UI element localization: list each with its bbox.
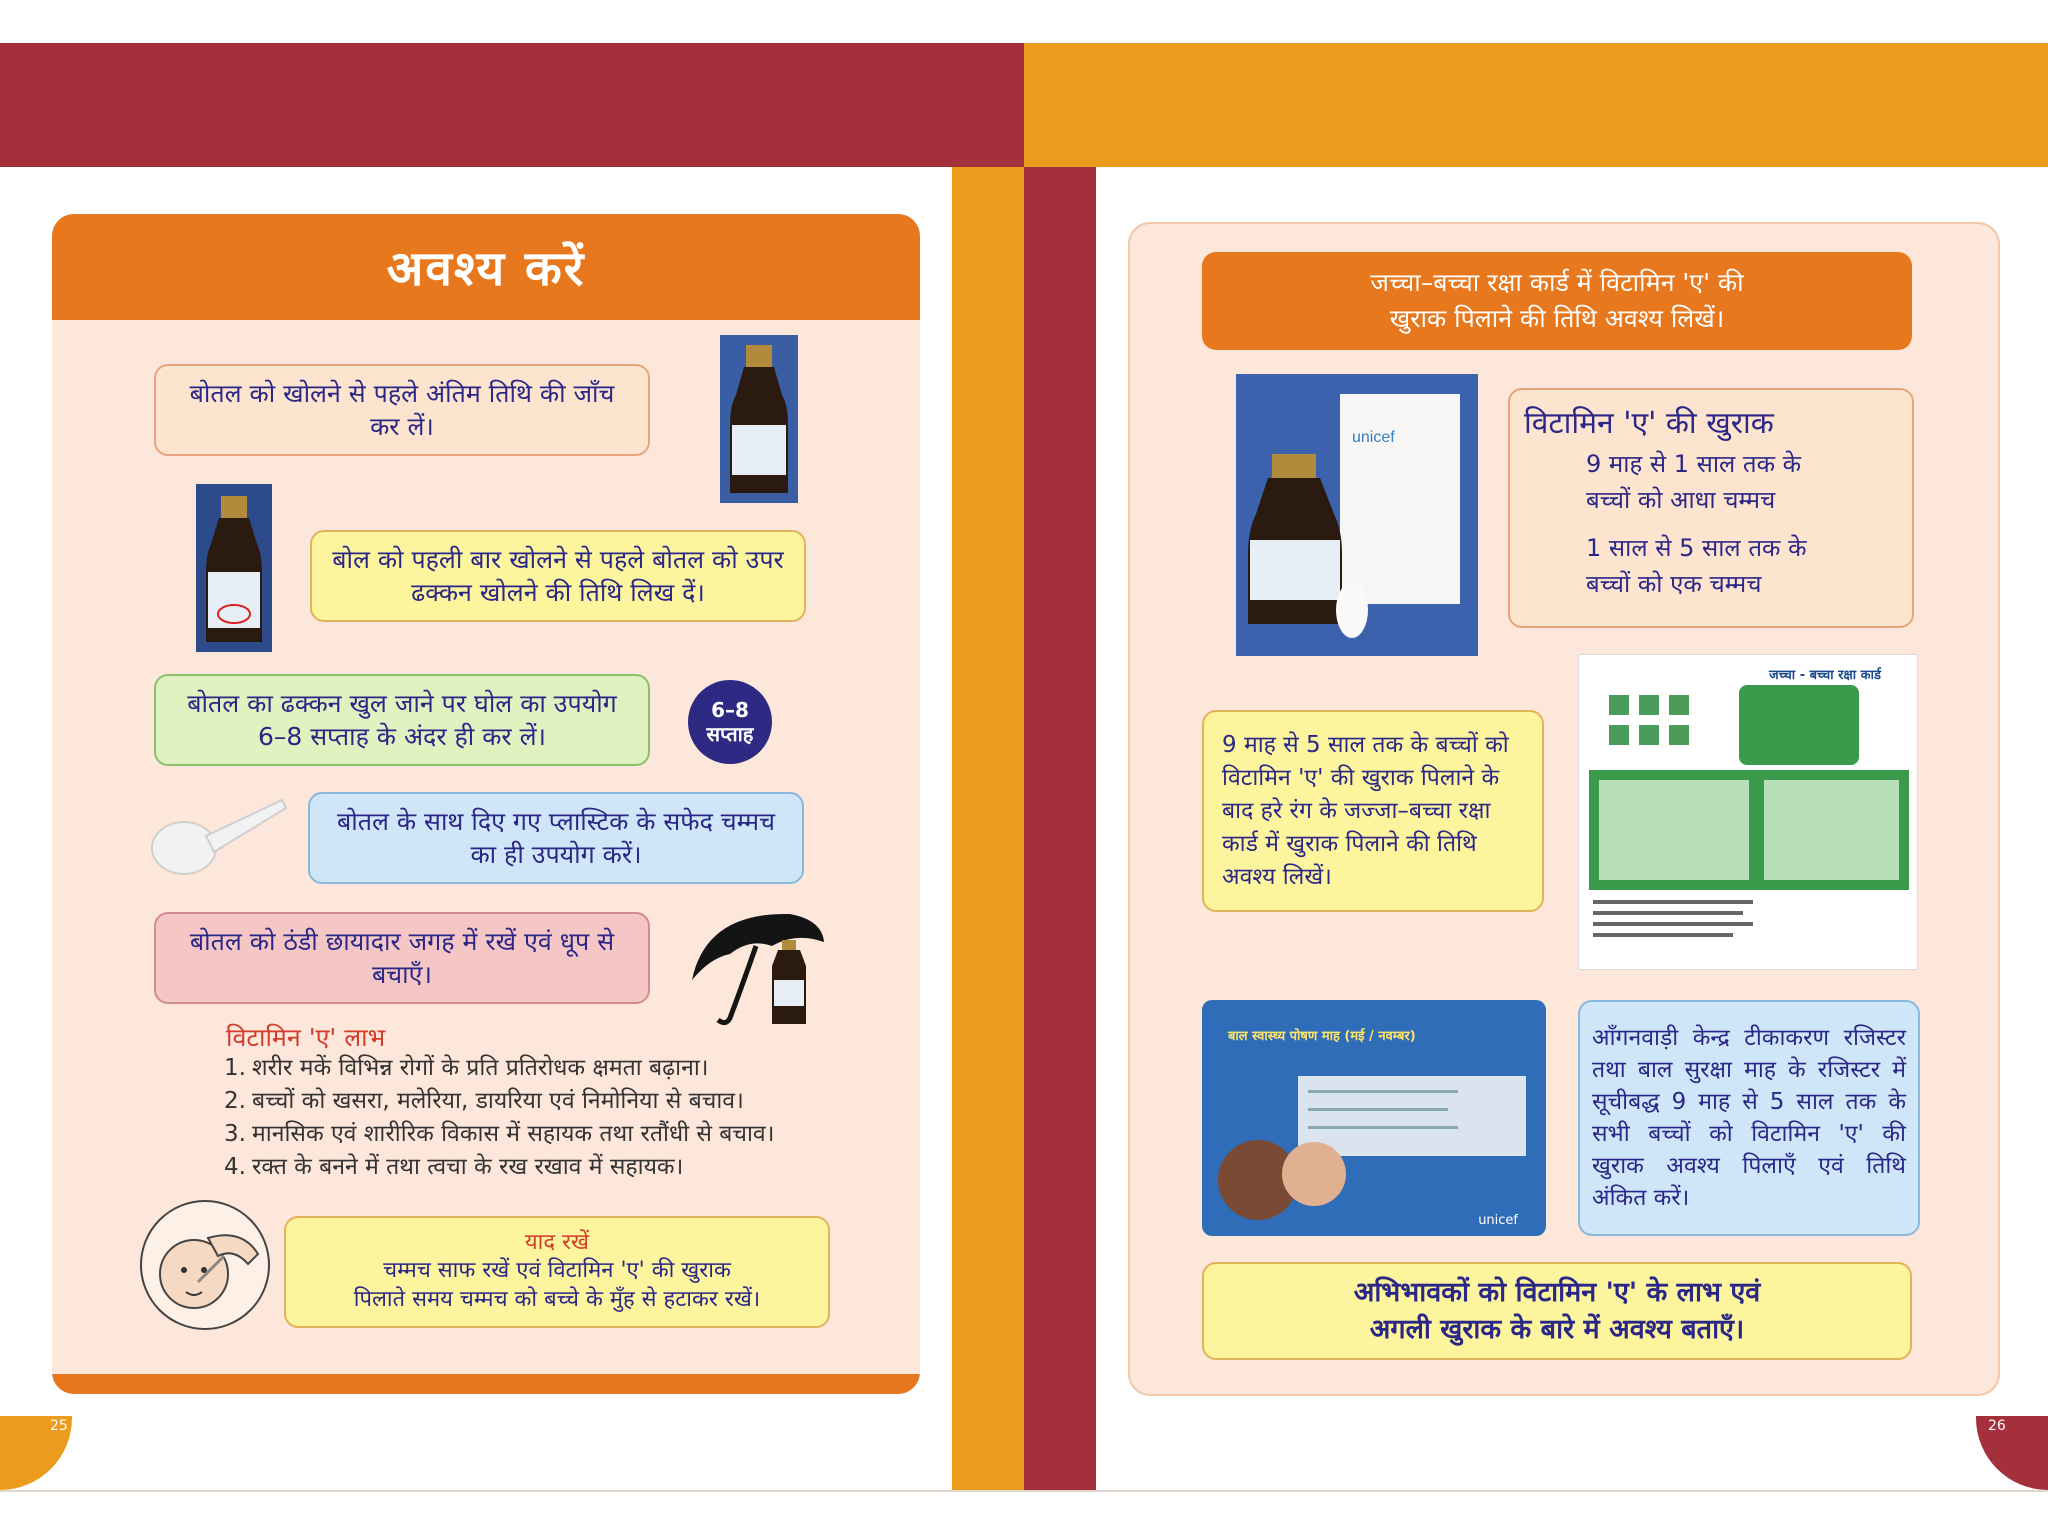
page-number-left: 25 — [0, 1416, 72, 1490]
week-badge — [688, 680, 772, 764]
header-band-right — [1024, 43, 2048, 167]
dose-line: बच्चों को आधा चम्मच — [1586, 486, 1776, 514]
mother-child-card-image — [1578, 654, 1918, 970]
list-item: 3. मानसिक एवं शारीरिक विकास में सहायक तथा रतौंधी से बचाव। — [224, 1121, 775, 1147]
page-number-right: 26 — [1976, 1416, 2048, 1490]
tip-use-supplied-spoon: बोतल के साथ दिए गए प्लास्टिक के सफेद चम्मच का ही उपयोग करें। — [308, 792, 804, 884]
register-photo — [1202, 1000, 1546, 1236]
card-note: 9 माह से 5 साल तक के बच्चों को विटामिन 'ए' की खुराक पिलाने के बाद हरे रंग के जज्जा–बच्चा रक्षा कार्ड में खुराक पिलाने की तिथि अवश्य लिखें। — [1202, 710, 1544, 912]
card-title: जच्चा - बच्चा रक्षा कार्ड — [1769, 668, 1881, 683]
dose-line: 9 माह से 1 साल तक के — [1586, 450, 1802, 478]
tip-expiry-check: बोतल को खोलने से पहले अंतिम तिथि की जाँच कर लें। — [154, 364, 650, 456]
card-illustration — [1579, 655, 1917, 969]
list-item: 4. रक्त के बनने में तथा त्वचा के रख रखाव में सहायक। — [224, 1154, 684, 1180]
parents-note-line: अगली खुराक के बारे में अवश्य बताएँ। — [1369, 1314, 1745, 1345]
spine-strip-orange — [952, 167, 1024, 1490]
week-badge-range: 6–8 — [711, 698, 749, 722]
tip-use-within-weeks: बोतल का ढक्कन खुल जाने पर घोल का उपयोग 6–8 सप्ताह के अंदर ही कर लें। — [154, 674, 650, 766]
banner-line: खुराक पिलाने की तिथि अवश्य लिखें। — [1389, 304, 1725, 333]
week-badge-unit: सप्ताह — [706, 722, 754, 746]
dose-title: विटामिन 'ए' की खुराक — [1524, 406, 1774, 441]
vitamin-bottle-image — [720, 335, 798, 503]
spine-strip-maroon — [1024, 167, 1096, 1490]
umbrella-icon — [686, 906, 828, 1030]
tip-store-cool-shade: बोतल को ठंडी छायादार जगह में रखें एवं धूप से बचाएँ। — [154, 912, 650, 1004]
dose-line: 1 साल से 5 साल तक के — [1586, 534, 1807, 562]
remember-note — [284, 1216, 830, 1328]
parents-note-line: अभिभावकों को विटामिन 'ए' के लाभ एवं — [1353, 1277, 1761, 1308]
register-note: आँगनवाड़ी केन्द्र टीकाकरण रजिस्टर तथा बाल सुरक्षा माह के रजिस्टर में सूचीबद्ध 9 माह से 5 साल तक के सभी बच्चों को विटामिन 'ए' की खुराक अवश्य पिलाएँ एवं तिथि अंकित करें। — [1578, 1000, 1920, 1236]
page-bottom-line — [0, 1490, 2048, 1492]
header-band-left — [0, 43, 1024, 167]
child-dosing-illustration — [138, 1198, 272, 1332]
register-brand: unicef — [1478, 1213, 1518, 1228]
bottle-box-photo — [1236, 374, 1478, 656]
parents-note — [1202, 1262, 1912, 1360]
list-item: 1. शरीर मकें विभिन्न रोगों के प्रति प्रतिरोधक क्षमता बढ़ाना। — [224, 1055, 709, 1081]
dose-box — [1508, 388, 1914, 628]
register-title: बाल स्वास्थ्य पोषण माह (मई / नवम्बर) — [1228, 1029, 1416, 1044]
spoon-icon — [144, 790, 290, 886]
vitamin-bottle-marked-image — [196, 484, 272, 652]
benefits-list — [224, 1052, 774, 1184]
tip-write-open-date: बोल को पहली बार खोलने से पहले बोतल को उपर ढक्कन खोलने की तिथि लिख दें। — [310, 530, 806, 622]
page-title: अवश्य करें — [52, 214, 920, 320]
box-brand: unicef — [1352, 429, 1395, 446]
benefits-title: विटामिन 'ए' लाभ — [226, 1023, 386, 1052]
card-banner — [1202, 252, 1912, 350]
dose-line: बच्चों को एक चम्मच — [1586, 570, 1762, 598]
remember-line: पिलाते समय चम्मच को बच्चे के मुँह से हटाकर रखें। — [353, 1287, 761, 1312]
remember-title: याद रखें — [524, 1230, 590, 1255]
banner-line: जच्चा–बच्चा रक्षा कार्ड में विटामिन 'ए' की — [1370, 268, 1744, 297]
panel-footer-bar — [52, 1374, 920, 1394]
remember-line: चम्मच साफ रखें एवं विटामिन 'ए' की खुराक — [383, 1258, 731, 1283]
register-illustration — [1202, 1000, 1546, 1236]
list-item: 2. बच्चों को खसरा, मलेरिया, डायरिया एवं निमोनिया से बचाव। — [224, 1088, 744, 1114]
